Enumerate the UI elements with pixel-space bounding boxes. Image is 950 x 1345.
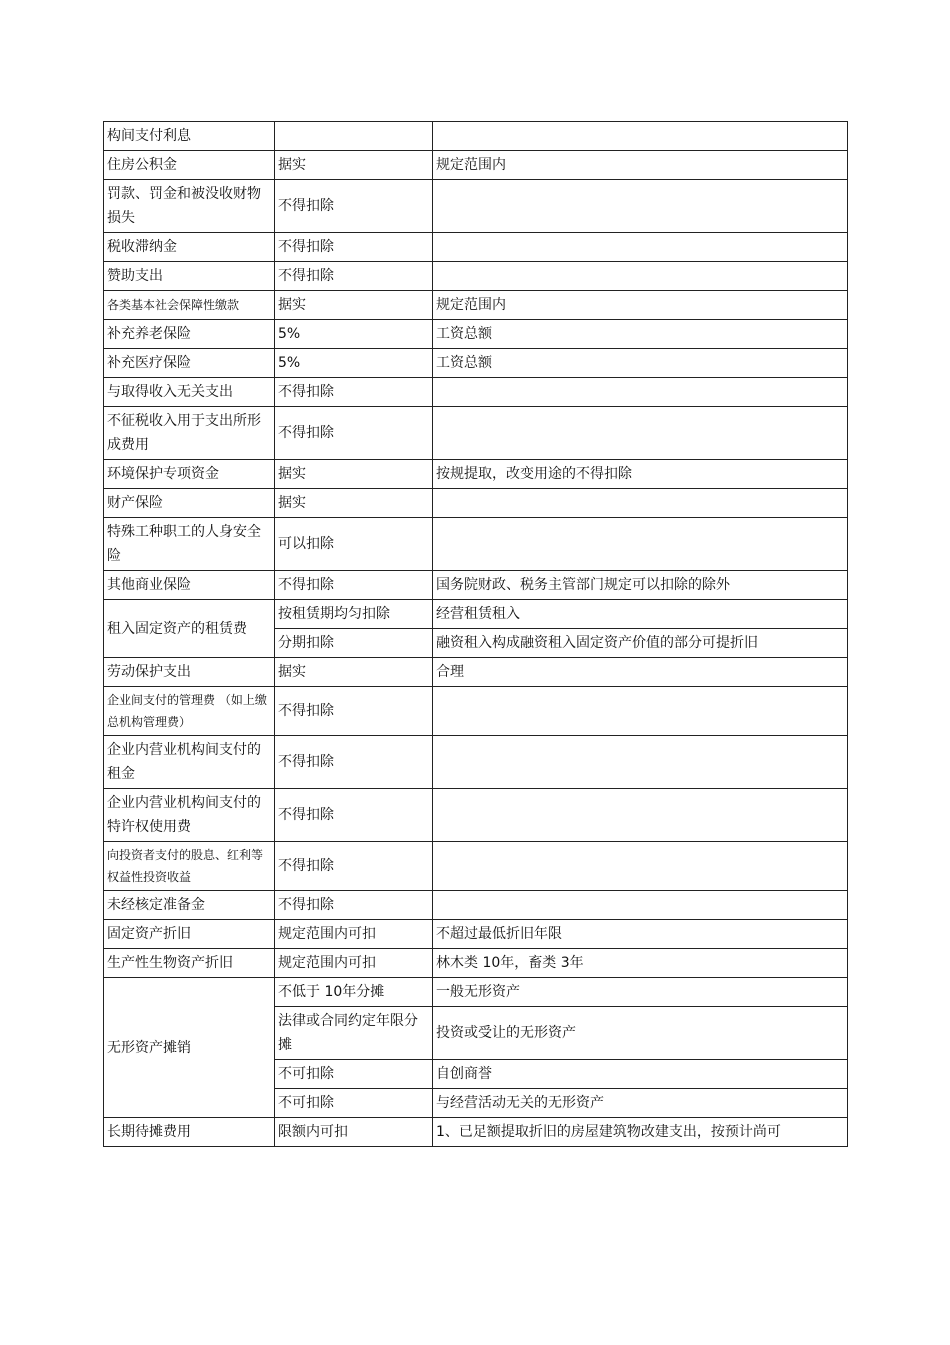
- item-cell: 长期待摊费用: [104, 1118, 275, 1147]
- table-row: [104, 518, 848, 571]
- note-cell: [433, 789, 848, 842]
- rule-cell: 不可扣除: [275, 1089, 433, 1118]
- table-row: [104, 180, 848, 233]
- table-row: [104, 233, 848, 262]
- rule-cell: 不可扣除: [275, 1060, 433, 1089]
- table-row: [104, 349, 848, 378]
- rule-cell: 规定范围内可扣: [275, 949, 433, 978]
- note-cell: 国务院财政、税务主管部门规定可以扣除的除外: [433, 571, 848, 600]
- table-row: [104, 262, 848, 291]
- rule-cell: 据实: [275, 658, 433, 687]
- table-row: [104, 842, 848, 891]
- item-cell: 住房公积金: [104, 151, 275, 180]
- note-cell: 投资或受让的无形资产: [433, 1007, 848, 1060]
- note-cell: 与经营活动无关的无形资产: [433, 1089, 848, 1118]
- item-cell: 企业间支付的管理费 （如上缴总机构管理费）: [104, 687, 275, 736]
- note-cell: 1、已足额提取折旧的房屋建筑物改建支出，按预计尚可: [433, 1118, 848, 1147]
- note-cell: [433, 122, 848, 151]
- item-cell: 其他商业保险: [104, 571, 275, 600]
- table-row: [104, 978, 848, 1007]
- item-cell: 不征税收入用于支出所形成费用: [104, 407, 275, 460]
- note-cell: 经营租赁租入: [433, 600, 848, 629]
- table-row: [104, 151, 848, 180]
- table-row: [104, 949, 848, 978]
- note-cell: [433, 378, 848, 407]
- rule-cell: 不得扣除: [275, 891, 433, 920]
- note-cell: [433, 891, 848, 920]
- rule-cell: 不得扣除: [275, 407, 433, 460]
- note-cell: 工资总额: [433, 349, 848, 378]
- rule-cell: 限额内可扣: [275, 1118, 433, 1147]
- table-row: [104, 460, 848, 489]
- note-cell: [433, 262, 848, 291]
- table-row: [104, 687, 848, 736]
- table-row: [104, 736, 848, 789]
- note-cell: [433, 489, 848, 518]
- table-row: [104, 789, 848, 842]
- note-cell: 一般无形资产: [433, 978, 848, 1007]
- item-cell: 税收滞纳金: [104, 233, 275, 262]
- table-row: [104, 571, 848, 600]
- table-row: [104, 920, 848, 949]
- item-cell: 构间支付利息: [104, 122, 275, 151]
- item-cell: 与取得收入无关支出: [104, 378, 275, 407]
- note-cell: 按规提取，改变用途的不得扣除: [433, 460, 848, 489]
- item-cell: 固定资产折旧: [104, 920, 275, 949]
- note-cell: 合理: [433, 658, 848, 687]
- item-cell: 生产性生物资产折旧: [104, 949, 275, 978]
- rule-cell: 按租赁期均匀扣除: [275, 600, 433, 629]
- table-row: [104, 291, 848, 320]
- table-row: [104, 658, 848, 687]
- rule-cell: 5%: [275, 320, 433, 349]
- rule-cell: [275, 122, 433, 151]
- rule-cell: 不得扣除: [275, 571, 433, 600]
- rule-cell: 据实: [275, 291, 433, 320]
- item-cell: 向投资者支付的股息、红利等权益性投资收益: [104, 842, 275, 891]
- rule-cell: 不得扣除: [275, 180, 433, 233]
- rule-cell: 据实: [275, 460, 433, 489]
- rule-cell: 不得扣除: [275, 842, 433, 891]
- note-cell: [433, 736, 848, 789]
- note-cell: 规定范围内: [433, 291, 848, 320]
- note-cell: 不超过最低折旧年限: [433, 920, 848, 949]
- item-cell: 无形资产摊销: [104, 978, 275, 1118]
- rule-cell: 分期扣除: [275, 629, 433, 658]
- rule-cell: 法律或合同约定年限分摊: [275, 1007, 433, 1060]
- rule-cell: 不得扣除: [275, 736, 433, 789]
- table-row: [104, 489, 848, 518]
- table-row: [104, 600, 848, 629]
- item-cell: 租入固定资产的租赁费: [104, 600, 275, 658]
- item-cell: 各类基本社会保障性缴款: [104, 291, 275, 320]
- note-cell: [433, 518, 848, 571]
- item-cell: 劳动保护支出: [104, 658, 275, 687]
- table-row: [104, 122, 848, 151]
- rule-cell: 不得扣除: [275, 378, 433, 407]
- note-cell: [433, 233, 848, 262]
- deduction-table: [103, 121, 848, 1147]
- item-cell: 企业内营业机构间支付的特许权使用费: [104, 789, 275, 842]
- rule-cell: 可以扣除: [275, 518, 433, 571]
- table-row: [104, 891, 848, 920]
- rule-cell: 据实: [275, 151, 433, 180]
- note-cell: 融资租入构成融资租入固定资产价值的部分可提折旧: [433, 629, 848, 658]
- rule-cell: 不得扣除: [275, 789, 433, 842]
- rule-cell: 5%: [275, 349, 433, 378]
- note-cell: 规定范围内: [433, 151, 848, 180]
- rule-cell: 不得扣除: [275, 687, 433, 736]
- note-cell: 工资总额: [433, 320, 848, 349]
- item-cell: 罚款、罚金和被没收财物损失: [104, 180, 275, 233]
- item-cell: 特殊工种职工的人身安全险: [104, 518, 275, 571]
- note-cell: [433, 180, 848, 233]
- table-row: [104, 1118, 848, 1147]
- note-cell: [433, 842, 848, 891]
- rule-cell: 不得扣除: [275, 233, 433, 262]
- item-cell: 赞助支出: [104, 262, 275, 291]
- note-cell: [433, 687, 848, 736]
- rule-cell: 不低于 10年分摊: [275, 978, 433, 1007]
- note-cell: [433, 407, 848, 460]
- table-row: [104, 407, 848, 460]
- rule-cell: 规定范围内可扣: [275, 920, 433, 949]
- item-cell: 补充养老保险: [104, 320, 275, 349]
- table-row: [104, 320, 848, 349]
- note-cell: 自创商誉: [433, 1060, 848, 1089]
- note-cell: 林木类 10年，畜类 3年: [433, 949, 848, 978]
- rule-cell: 不得扣除: [275, 262, 433, 291]
- item-cell: 企业内营业机构间支付的租金: [104, 736, 275, 789]
- item-cell: 财产保险: [104, 489, 275, 518]
- item-cell: 环境保护专项资金: [104, 460, 275, 489]
- table-row: [104, 378, 848, 407]
- rule-cell: 据实: [275, 489, 433, 518]
- item-cell: 未经核定准备金: [104, 891, 275, 920]
- item-cell: 补充医疗保险: [104, 349, 275, 378]
